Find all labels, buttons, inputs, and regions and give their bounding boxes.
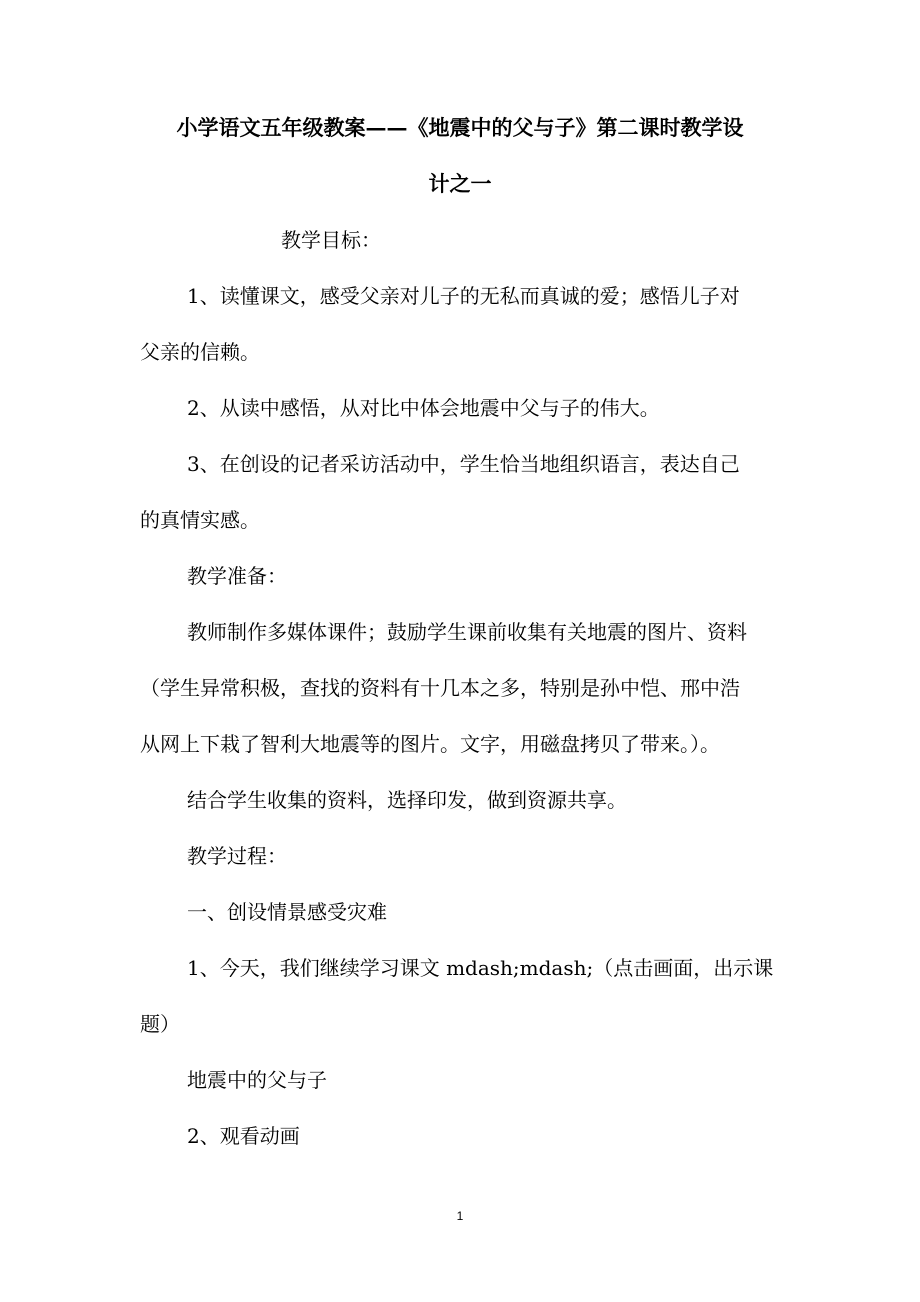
- step-2: 2、观看动画: [187, 1124, 300, 1148]
- step-1-line-2: 题）: [140, 1012, 180, 1036]
- goal-3-line-2: 的真情实感。: [140, 508, 260, 532]
- section-1-heading: 一、创设情景感受灾难: [187, 900, 387, 924]
- title-line-2: 计之一: [428, 171, 492, 196]
- lesson-title: 地震中的父与子: [187, 1068, 327, 1092]
- preparation-line-4: 结合学生收集的资料，选择印发，做到资源共享。: [187, 788, 627, 812]
- goal-1-line-2: 父亲的信赖。: [140, 340, 260, 364]
- title-line-1: 小学语文五年级教案——《地震中的父与子》第二课时教学设: [176, 115, 744, 140]
- preparation-line-1: 教师制作多媒体课件；鼓励学生课前收集有关地震的图片、资料: [187, 620, 747, 644]
- heading-preparation: 教学准备：: [187, 564, 287, 588]
- heading-teaching-goals: 教学目标：: [281, 228, 381, 252]
- goal-3-line-1: 3、在创设的记者采访活动中，学生恰当地组织语言，表达自己: [187, 452, 740, 476]
- goal-2: 2、从读中感悟，从对比中体会地震中父与子的伟大。: [187, 396, 660, 420]
- preparation-line-2: （学生异常积极，查找的资料有十几本之多，特别是孙中恺、邢中浩: [140, 676, 740, 700]
- heading-process: 教学过程：: [187, 844, 287, 868]
- page-number: 1: [456, 1209, 464, 1223]
- preparation-line-3: 从网上下栽了智利大地震等的图片。文字，用磁盘拷贝了带来。）。: [140, 732, 720, 756]
- goal-1-line-1: 1、读懂课文，感受父亲对儿子的无私而真诚的爱；感悟儿子对: [187, 284, 740, 308]
- step-1-line-1: 1、今天，我们继续学习课文 mdash;mdash;（点击画面，出示课: [187, 956, 774, 980]
